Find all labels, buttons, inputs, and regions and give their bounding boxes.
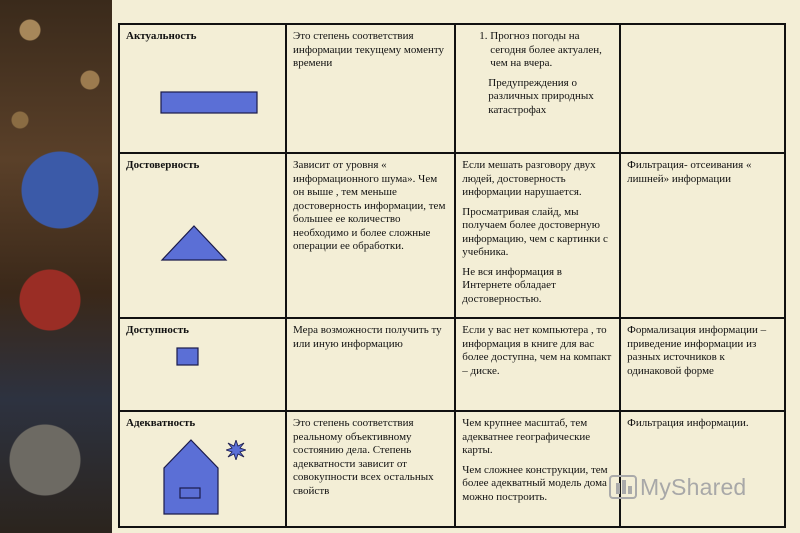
property-name: Адекватность — [126, 417, 196, 429]
examples-cell — [455, 153, 620, 318]
table-row — [119, 411, 785, 527]
list-item: 1. Прогноз погоды на сегодня более актуален, чем на вчера. — [490, 30, 613, 71]
house-shape-icon — [160, 438, 222, 516]
example-text: Если у вас нет компьютера , то информация в книге для вас более доступна, чем на компакт – диске. — [462, 324, 612, 377]
property-name: Достоверность — [126, 159, 200, 171]
properties-table — [118, 23, 786, 528]
property-name-cell — [119, 153, 286, 318]
method-cell — [620, 318, 785, 411]
square-shape-icon — [176, 347, 200, 367]
definition-cell — [286, 153, 455, 318]
table-row — [119, 318, 785, 411]
method-text: Фильтрация- отсеивания « лишней» информации — [627, 159, 752, 185]
watermark-text: MyShared — [640, 474, 747, 500]
example-text: Предупреждения о различных природных катастрофах — [488, 76, 594, 116]
method-cell — [620, 411, 785, 527]
table-row — [119, 153, 785, 318]
examples-cell — [455, 318, 620, 411]
method-cell — [620, 153, 785, 318]
table-row — [119, 24, 785, 153]
rectangle-shape-icon — [160, 91, 260, 115]
property-name-cell — [119, 411, 286, 527]
definition-text: Зависит от уровня « информационного шума». Чем он выше , тем меньше достоверность информации, тем большее ее количество необходимо и более сложные операции ее обработки. — [293, 159, 446, 252]
example-text: Если мешать разговору двух людей, достоверность информации нарушается. — [462, 159, 596, 198]
definition-text: Это степень соответствия информации текущему моменту времени — [293, 30, 445, 69]
examples-cell — [455, 24, 620, 153]
method-cell — [620, 24, 785, 153]
property-name-cell — [119, 318, 286, 411]
method-text: Формализация информации – приведение информации из разных источников к одинаковой форме — [627, 324, 767, 377]
definition-text: Мера возможности получить ту или иную информацию — [293, 324, 442, 350]
property-name: Доступность — [126, 324, 189, 336]
method-text: Фильтрация информации. — [627, 417, 749, 429]
definition-text: Это степень соответствия реальному объективному состоянию дела. Степень адекватности зависит от совокупности всех остальных свойств — [293, 417, 434, 497]
definition-cell — [286, 24, 455, 153]
examples-cell — [455, 411, 620, 527]
decorative-background-image — [0, 0, 112, 533]
property-name: Актуальность — [126, 30, 197, 42]
sun-shape-icon — [226, 440, 246, 460]
definition-cell — [286, 411, 455, 527]
example-text: Чем крупнее масштаб, тем адекватнее географические карты. — [462, 417, 591, 456]
example-text: Просматривая слайд, мы получаем более достоверную информацию, чем с картинки с учебника. — [462, 205, 608, 258]
property-name-cell — [119, 24, 286, 153]
definition-cell — [286, 318, 455, 411]
triangle-shape-icon — [160, 224, 228, 262]
example-text: Не вся информация в Интернете обладает достоверностью. — [462, 265, 562, 305]
examples-list — [462, 30, 613, 71]
example-text: Чем сложнее конструкции, тем более адекватный модель дома можно построить. — [462, 463, 608, 503]
